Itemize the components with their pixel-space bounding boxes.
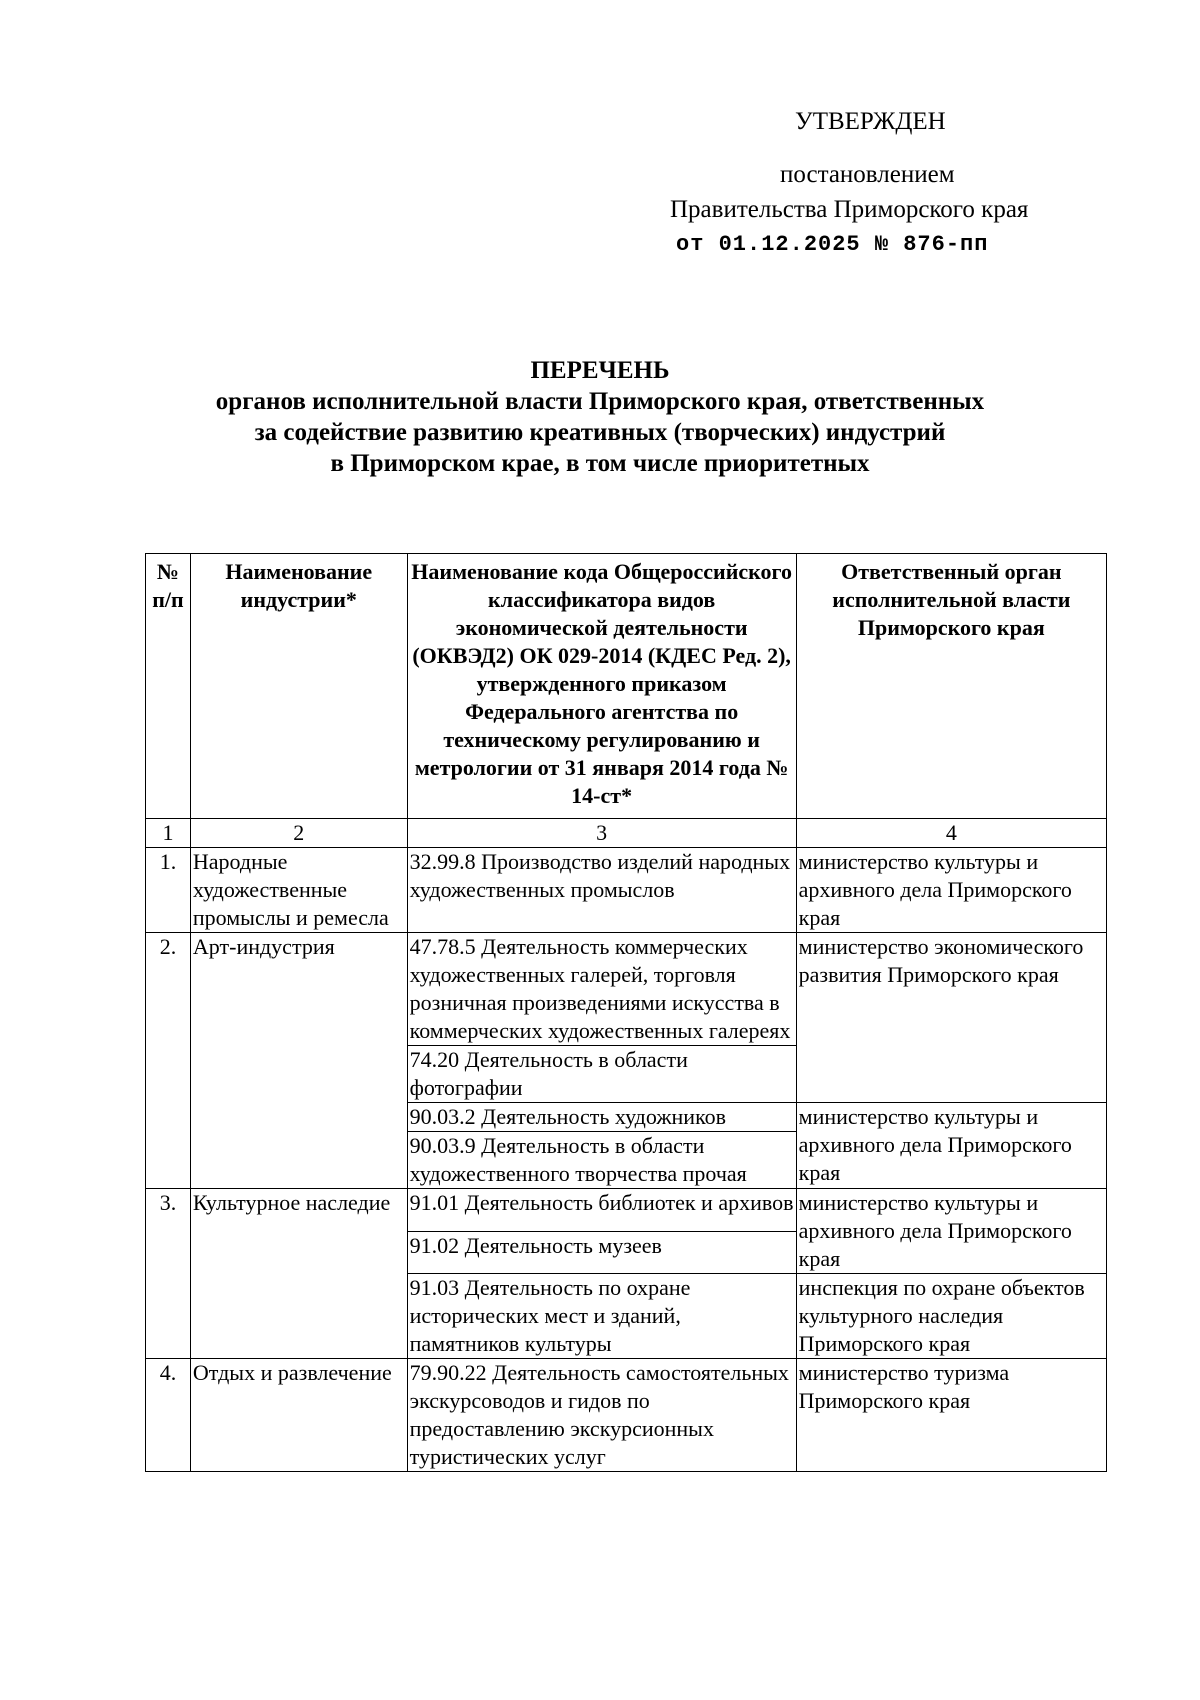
approval-block — [670, 104, 1090, 262]
column-numbers-row — [146, 819, 1107, 848]
approved-label: УТВЕРЖДЕН — [795, 108, 946, 135]
responsible-organ: министерство культуры и архивного дела Приморского края — [796, 1189, 1106, 1274]
industry-name: Культурное наследие — [190, 1189, 407, 1359]
document-title — [100, 355, 1100, 479]
okved-code: 91.03 Деятельность по охране исторических мест и зданий, памятников культуры — [407, 1274, 796, 1359]
okved-code: 90.03.2 Деятельность художников — [407, 1103, 796, 1132]
industry-name: Народные художественные промыслы и ремесла — [190, 848, 407, 933]
header-number: № п/п — [146, 554, 191, 819]
column-number: 4 — [796, 819, 1106, 848]
title-heading: ПЕРЕЧЕНЬ — [530, 357, 670, 384]
okved-code: 79.90.22 Деятельность самостоятельных экскурсоводов и гидов по предоставлению экскурсионных туристических услуг — [407, 1359, 796, 1472]
table-row — [146, 848, 1107, 933]
column-number: 3 — [407, 819, 796, 848]
responsible-organ: министерство туризма Приморского края — [796, 1359, 1106, 1472]
government-label: Правительства Приморского края — [670, 196, 1029, 223]
column-number: 1 — [146, 819, 191, 848]
responsible-organ: министерство культуры и архивного дела Приморского края — [796, 1103, 1106, 1189]
title-line-3: в Приморском крае, в том числе приоритетных — [330, 450, 870, 477]
okved-code: 47.78.5 Деятельность коммерческих художественных галерей, торговля розничная произведениями искусства в коммерческих художественных галереях — [407, 933, 796, 1046]
table-row — [146, 933, 1107, 1046]
table-row — [146, 1189, 1107, 1232]
title-line-2: за содействие развитию креативных (творческих) индустрий — [254, 419, 946, 446]
okved-code: 74.20 Деятельность в области фотографии — [407, 1046, 796, 1103]
responsible-organ: министерство экономического развития Приморского края — [796, 933, 1106, 1103]
header-responsible-organ: Ответственный орган исполнительной власти Приморского края — [796, 554, 1106, 819]
header-industry: Наименование индустрии* — [190, 554, 407, 819]
table-header-row — [146, 554, 1107, 819]
industry-name: Отдых и развлечение — [190, 1359, 407, 1472]
okved-code: 91.01 Деятельность библиотек и архивов — [407, 1189, 796, 1232]
responsible-organ: министерство культуры и архивного дела Приморского края — [796, 848, 1106, 933]
okved-code: 32.99.8 Производство изделий народных художественных промыслов — [407, 848, 796, 933]
header-okved-code: Наименование кода Общероссийского классификатора видов экономической деятельности (ОКВЭД2) ОК 029-2014 (КДЕС Ред. 2), утвержденного приказом Федерального агентства по техническому регулированию и метрологии от 31 января 2014 года № 14-ст* — [407, 554, 796, 819]
industry-name: Арт-индустрия — [190, 933, 407, 1189]
responsible-organ: инспекция по охране объектов культурного наследия Приморского края — [796, 1274, 1106, 1359]
row-number: 2. — [146, 933, 191, 1189]
title-line-1: органов исполнительной власти Приморского края, ответственных — [215, 388, 985, 415]
row-number: 1. — [146, 848, 191, 933]
okved-code: 91.02 Деятельность музеев — [407, 1231, 796, 1274]
row-number: 4. — [146, 1359, 191, 1472]
resolution-date-number: от 01.12.2025 № 876-пп — [676, 232, 989, 257]
okved-code: 90.03.9 Деятельность в области художественного творчества прочая — [407, 1132, 796, 1189]
table-row — [146, 1359, 1107, 1472]
resolution-label: постановлением — [780, 161, 955, 188]
row-number: 3. — [146, 1189, 191, 1359]
industries-table — [145, 553, 1107, 1472]
column-number: 2 — [190, 819, 407, 848]
